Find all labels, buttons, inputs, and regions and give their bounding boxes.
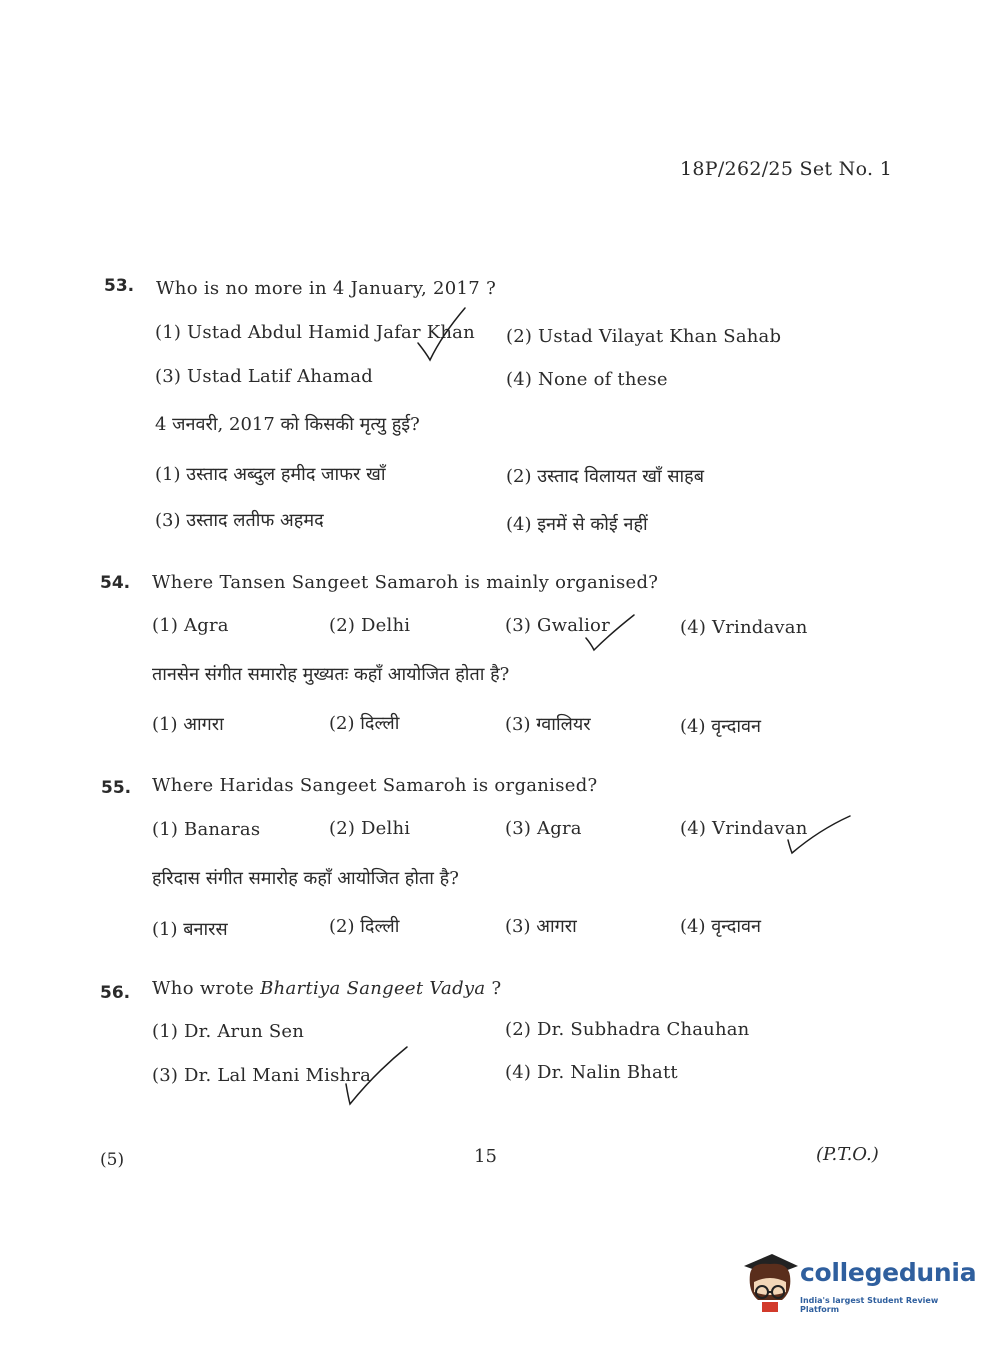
- q55-option-2: (2) Delhi: [329, 818, 411, 839]
- paper-code: 18P/262/25 Set No. 1: [680, 158, 893, 180]
- q54-hindi-option-2: (2) दिल्ली: [329, 713, 400, 734]
- q55-hindi-option-2: (2) दिल्ली: [329, 916, 400, 937]
- q56-text-suffix: ?: [485, 978, 502, 999]
- q53-option-3: (3) Ustad Latif Ahamad: [155, 366, 373, 387]
- question-53-number: 53.: [104, 276, 135, 296]
- q56-book-title: Bhartiya Sangeet Vadya: [260, 978, 486, 999]
- q55-hindi-option-1: (1) बनारस: [152, 919, 228, 940]
- question-56-text: [152, 978, 501, 999]
- collegedunia-watermark: [742, 1252, 977, 1322]
- footer-code: (5): [100, 1150, 125, 1170]
- q54-option-2: (2) Delhi: [329, 615, 411, 636]
- q53-hindi-option-2: (2) उस्ताद विलायत खाँ साहब: [506, 466, 705, 487]
- q54-hindi-text: तानसेन संगीत समारोह मुख्यतः कहाँ आयोजित होता है?: [152, 664, 510, 685]
- question-54-text: Where Tansen Sangeet Samaroh is mainly organised?: [152, 572, 659, 593]
- q53-option-1: (1) Ustad Abdul Hamid Jafar Khan: [155, 322, 475, 343]
- q54-hindi-option-1: (1) आगरा: [152, 714, 224, 735]
- q55-hindi-option-3: (3) आगरा: [505, 916, 577, 937]
- q54-option-4: (4) Vrindavan: [680, 617, 808, 638]
- question-53-text: Who is no more in 4 January, 2017 ?: [156, 278, 497, 299]
- q53-option-2: (2) Ustad Vilayat Khan Sahab: [506, 326, 782, 347]
- question-55-text: Where Haridas Sangeet Samaroh is organised?: [152, 775, 598, 796]
- q53-hindi-option-3: (3) उस्ताद लतीफ अहमद: [155, 510, 324, 531]
- brand-tagline: India's largest Student Review Platform: [800, 1296, 939, 1314]
- q53-option-4: (4) None of these: [506, 369, 668, 390]
- q55-hindi-option-4: (4) वृन्दावन: [680, 916, 762, 937]
- question-54-number: 54.: [100, 573, 131, 593]
- q54-hindi-option-3: (3) ग्वालियर: [505, 714, 591, 735]
- q53-hindi-option-1: (1) उस्ताद अब्दुल हमीद जाफर खाँ: [155, 464, 386, 485]
- q53-hindi-option-4: (4) इनमें से कोई नहीं: [506, 514, 648, 535]
- please-turn-over: (P.T.O.): [816, 1144, 879, 1165]
- question-55-number: 55.: [101, 778, 132, 798]
- q56-option-2: (2) Dr. Subhadra Chauhan: [505, 1019, 750, 1040]
- q55-hindi-text: हरिदास संगीत समारोह कहाँ आयोजित होता है?: [152, 868, 459, 889]
- question-56-number: 56.: [100, 983, 131, 1003]
- q56-option-4: (4) Dr. Nalin Bhatt: [505, 1062, 678, 1083]
- q56-option-1: (1) Dr. Arun Sen: [152, 1021, 305, 1042]
- page-number: 15: [474, 1146, 497, 1167]
- q54-option-1: (1) Agra: [152, 615, 229, 636]
- q55-option-1: (1) Banaras: [152, 819, 261, 840]
- q54-option-3: (3) Gwalior: [505, 615, 610, 636]
- collegedunia-mascot-icon: [742, 1252, 798, 1316]
- q54-hindi-option-4: (4) वृन्दावन: [680, 716, 762, 737]
- q56-option-3: (3) Dr. Lal Mani Mishra: [152, 1065, 372, 1086]
- q55-option-3: (3) Agra: [505, 818, 582, 839]
- q56-text-prefix: Who wrote: [152, 978, 261, 999]
- q55-option-4: (4) Vrindavan: [680, 818, 808, 839]
- brand-name: collegedunia: [800, 1258, 977, 1287]
- q53-hindi-text: 4 जनवरी, 2017 को किसकी मृत्यु हुई?: [155, 414, 420, 435]
